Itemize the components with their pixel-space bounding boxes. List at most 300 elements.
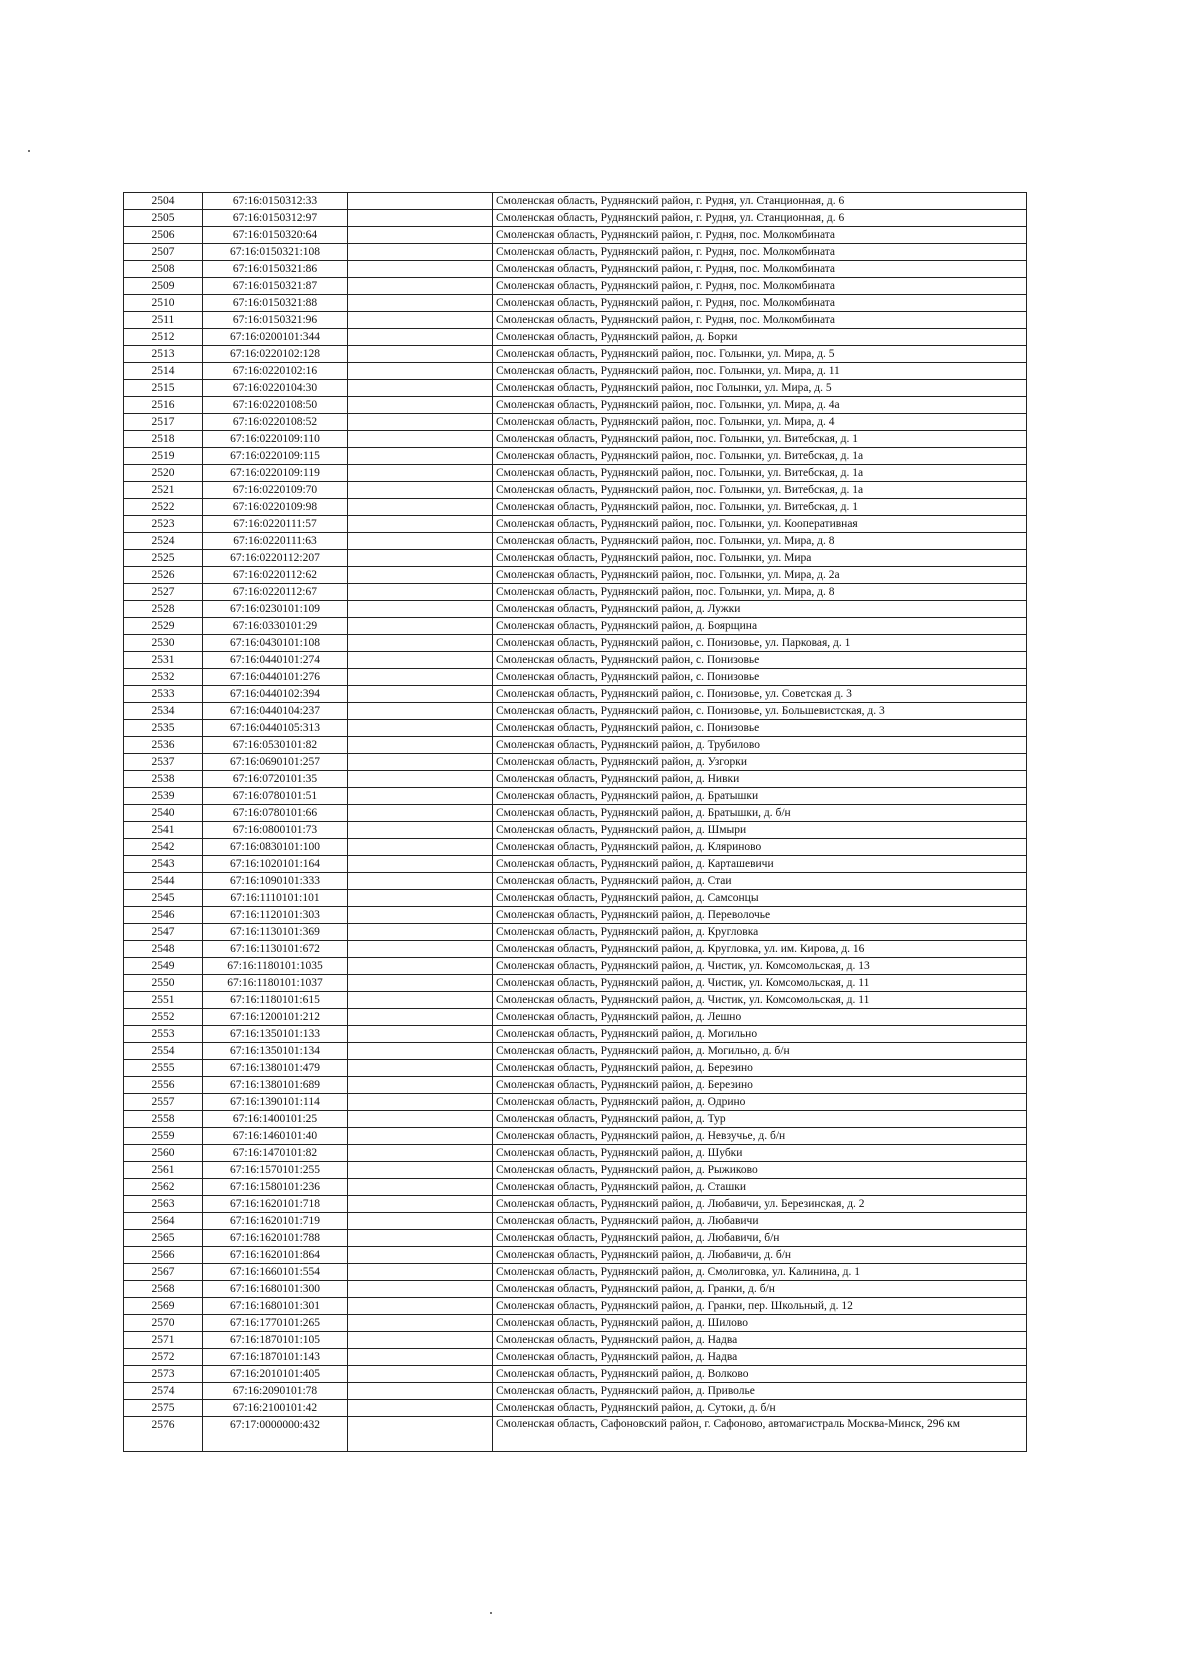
cadastral-number: 67:16:2100101:42 [203, 1400, 348, 1417]
address-cell: Смоленская область, Руднянский район, д. Братышки [493, 788, 1027, 805]
table-row [124, 1145, 1027, 1162]
cadastral-number: 67:16:1870101:105 [203, 1332, 348, 1349]
table-row [124, 1162, 1027, 1179]
row-number: 2521 [124, 482, 203, 499]
row-number: 2525 [124, 550, 203, 567]
address-cell: Смоленская область, Руднянский район, д. Кляриново [493, 839, 1027, 856]
empty-cell [348, 839, 493, 856]
cadastral-number: 67:16:0220109:98 [203, 499, 348, 516]
address-cell: Смоленская область, Руднянский район, д. Рыжиково [493, 1162, 1027, 1179]
table-row [124, 1417, 1027, 1452]
cadastral-number: 67:16:0220109:110 [203, 431, 348, 448]
table-row [124, 414, 1027, 431]
row-number: 2554 [124, 1043, 203, 1060]
row-number: 2535 [124, 720, 203, 737]
empty-cell [348, 958, 493, 975]
cadastral-number: 67:16:1130101:672 [203, 941, 348, 958]
empty-cell [348, 924, 493, 941]
address-cell: Смоленская область, Руднянский район, д. Тур [493, 1111, 1027, 1128]
table-row [124, 363, 1027, 380]
row-number: 2548 [124, 941, 203, 958]
empty-cell [348, 244, 493, 261]
cadastral-number: 67:16:0440104:237 [203, 703, 348, 720]
cadastral-number: 67:16:1120101:303 [203, 907, 348, 924]
address-cell: Смоленская область, Руднянский район, д. Чистик, ул. Комсомольская, д. 13 [493, 958, 1027, 975]
row-number: 2550 [124, 975, 203, 992]
table-row [124, 669, 1027, 686]
cadastral-number: 67:16:0230101:109 [203, 601, 348, 618]
cadastral-number: 67:16:1770101:265 [203, 1315, 348, 1332]
cadastral-number: 67:16:0220111:57 [203, 516, 348, 533]
cadastral-number: 67:16:1020101:164 [203, 856, 348, 873]
address-cell: Смоленская область, Руднянский район, д. Любавичи, ул. Березинская, д. 2 [493, 1196, 1027, 1213]
row-number: 2528 [124, 601, 203, 618]
row-number: 2568 [124, 1281, 203, 1298]
table-row [124, 380, 1027, 397]
table-row [124, 601, 1027, 618]
cadastral-number: 67:16:1620101:788 [203, 1230, 348, 1247]
cadastral-number: 67:16:0220109:115 [203, 448, 348, 465]
row-number: 2520 [124, 465, 203, 482]
row-number: 2527 [124, 584, 203, 601]
cadastral-number: 67:16:0150312:97 [203, 210, 348, 227]
cadastral-number: 67:16:1110101:101 [203, 890, 348, 907]
row-number: 2507 [124, 244, 203, 261]
address-cell: Смоленская область, Руднянский район, д. Боярщина [493, 618, 1027, 635]
row-number: 2517 [124, 414, 203, 431]
address-cell: Смоленская область, Руднянский район, д. Братышки, д. б/н [493, 805, 1027, 822]
address-cell: Смоленская область, Руднянский район, д. Борки [493, 329, 1027, 346]
table-row [124, 482, 1027, 499]
address-cell: Смоленская область, Руднянский район, г. Рудня, пос. Молкомбината [493, 312, 1027, 329]
cadastral-number: 67:16:1620101:719 [203, 1213, 348, 1230]
address-cell: Смоленская область, Руднянский район, пос. Голынки, ул. Витебская, д. 1а [493, 448, 1027, 465]
cadastral-number: 67:16:0780101:66 [203, 805, 348, 822]
cadastral-number: 67:16:1570101:255 [203, 1162, 348, 1179]
table-row [124, 1349, 1027, 1366]
cadastral-number: 67:16:0440101:274 [203, 652, 348, 669]
empty-cell [348, 567, 493, 584]
cadastral-number: 67:16:0220108:50 [203, 397, 348, 414]
empty-cell [348, 703, 493, 720]
empty-cell [348, 312, 493, 329]
empty-cell [348, 516, 493, 533]
row-number: 2536 [124, 737, 203, 754]
cadastral-number: 67:16:0150312:33 [203, 193, 348, 210]
address-cell: Смоленская область, Руднянский район, с. Понизовье, ул. Большевистская, д. 3 [493, 703, 1027, 720]
table-row [124, 992, 1027, 1009]
empty-cell [348, 1366, 493, 1383]
row-number: 2549 [124, 958, 203, 975]
address-cell: Смоленская область, Руднянский район, д. Одрино [493, 1094, 1027, 1111]
empty-cell [348, 1162, 493, 1179]
row-number: 2508 [124, 261, 203, 278]
row-number: 2570 [124, 1315, 203, 1332]
address-cell: Смоленская область, Руднянский район, пос Голынки, ул. Мира, д. 5 [493, 380, 1027, 397]
address-cell: Смоленская область, Руднянский район, г. Рудня, ул. Станционная, д. 6 [493, 210, 1027, 227]
address-cell: Смоленская область, Руднянский район, д. Лешно [493, 1009, 1027, 1026]
table-row [124, 1077, 1027, 1094]
empty-cell [348, 1349, 493, 1366]
empty-cell [348, 380, 493, 397]
address-cell: Смоленская область, Сафоновский район, г. Сафоново, автомагистраль Москва-Минск, 296 км [493, 1417, 1027, 1452]
address-cell: Смоленская область, Руднянский район, д. Могильно [493, 1026, 1027, 1043]
address-cell: Смоленская область, Руднянский район, д. Любавичи, д. б/н [493, 1247, 1027, 1264]
table-row [124, 244, 1027, 261]
empty-cell [348, 261, 493, 278]
address-cell: Смоленская область, Руднянский район, д. Березино [493, 1060, 1027, 1077]
row-number: 2512 [124, 329, 203, 346]
address-cell: Смоленская область, Руднянский район, д. Любавичи [493, 1213, 1027, 1230]
empty-cell [348, 363, 493, 380]
empty-cell [348, 1332, 493, 1349]
table-row [124, 907, 1027, 924]
table-row [124, 210, 1027, 227]
table-row [124, 1094, 1027, 1111]
table-row [124, 1298, 1027, 1315]
address-cell: Смоленская область, Руднянский район, д. Гранки, пер. Школьный, д. 12 [493, 1298, 1027, 1315]
row-number: 2561 [124, 1162, 203, 1179]
empty-cell [348, 1043, 493, 1060]
table-row [124, 1315, 1027, 1332]
address-cell: Смоленская область, Руднянский район, с. Понизовье, ул. Советская д. 3 [493, 686, 1027, 703]
cadastral-number: 67:16:0440105:313 [203, 720, 348, 737]
empty-cell [348, 1128, 493, 1145]
address-cell: Смоленская область, Руднянский район, г. Рудня, пос. Молкомбината [493, 244, 1027, 261]
row-number: 2529 [124, 618, 203, 635]
cadastral-number: 67:16:0150321:86 [203, 261, 348, 278]
row-number: 2558 [124, 1111, 203, 1128]
row-number: 2564 [124, 1213, 203, 1230]
cadastral-number: 67:16:1870101:143 [203, 1349, 348, 1366]
empty-cell [348, 193, 493, 210]
cadastral-number: 67:16:1680101:300 [203, 1281, 348, 1298]
empty-cell [348, 1230, 493, 1247]
row-number: 2546 [124, 907, 203, 924]
table-row [124, 839, 1027, 856]
cadastral-number: 67:16:0220112:67 [203, 584, 348, 601]
address-cell: Смоленская область, Руднянский район, д. Шубки [493, 1145, 1027, 1162]
table-row [124, 261, 1027, 278]
address-cell: Смоленская область, Руднянский район, д. Могильно, д. б/н [493, 1043, 1027, 1060]
table-row [124, 1060, 1027, 1077]
empty-cell [348, 431, 493, 448]
address-cell: Смоленская область, Руднянский район, д. Надва [493, 1349, 1027, 1366]
empty-cell [348, 1111, 493, 1128]
table-row [124, 720, 1027, 737]
empty-cell [348, 873, 493, 890]
table-row [124, 771, 1027, 788]
row-number: 2509 [124, 278, 203, 295]
address-cell: Смоленская область, Руднянский район, д. Волково [493, 1366, 1027, 1383]
row-number: 2544 [124, 873, 203, 890]
empty-cell [348, 737, 493, 754]
table-row [124, 890, 1027, 907]
table-row [124, 397, 1027, 414]
address-cell: Смоленская область, Руднянский район, д. Чистик, ул. Комсомольская, д. 11 [493, 975, 1027, 992]
table-row [124, 1179, 1027, 1196]
table-row [124, 856, 1027, 873]
empty-cell [348, 1383, 493, 1400]
table-row [124, 754, 1027, 771]
table-row [124, 1196, 1027, 1213]
cadastral-number: 67:16:1350101:134 [203, 1043, 348, 1060]
empty-cell [348, 720, 493, 737]
empty-cell [348, 1060, 493, 1077]
row-number: 2556 [124, 1077, 203, 1094]
cadastral-number: 67:16:1130101:369 [203, 924, 348, 941]
cadastral-number: 67:16:0220111:63 [203, 533, 348, 550]
empty-cell [348, 210, 493, 227]
address-cell: Смоленская область, Руднянский район, пос. Голынки, ул. Кооперативная [493, 516, 1027, 533]
table-row [124, 295, 1027, 312]
address-cell: Смоленская область, Руднянский район, д. Невзучье, д. б/н [493, 1128, 1027, 1145]
address-cell: Смоленская область, Руднянский район, д. Смолиговка, ул. Калинина, д. 1 [493, 1264, 1027, 1281]
cadastral-number: 67:16:0440101:276 [203, 669, 348, 686]
address-cell: Смоленская область, Руднянский район, пос. Голынки, ул. Мира, д. 4а [493, 397, 1027, 414]
empty-cell [348, 1400, 493, 1417]
empty-cell [348, 227, 493, 244]
empty-cell [348, 890, 493, 907]
row-number: 2566 [124, 1247, 203, 1264]
table-row [124, 1383, 1027, 1400]
address-cell: Смоленская область, Руднянский район, д. Сутоки, д. б/н [493, 1400, 1027, 1417]
address-cell: Смоленская область, Руднянский район, г. Рудня, пос. Молкомбината [493, 295, 1027, 312]
empty-cell [348, 550, 493, 567]
table-row [124, 1111, 1027, 1128]
address-cell: Смоленская область, Руднянский район, пос. Голынки, ул. Витебская, д. 1 [493, 499, 1027, 516]
row-number: 2543 [124, 856, 203, 873]
table-row [124, 499, 1027, 516]
row-number: 2539 [124, 788, 203, 805]
address-cell: Смоленская область, Руднянский район, с. Понизовье [493, 720, 1027, 737]
table-row [124, 567, 1027, 584]
address-cell: Смоленская область, Руднянский район, д. Узгорки [493, 754, 1027, 771]
cadastral-number: 67:16:0720101:35 [203, 771, 348, 788]
empty-cell [348, 1077, 493, 1094]
table-row [124, 1213, 1027, 1230]
row-number: 2537 [124, 754, 203, 771]
row-number: 2552 [124, 1009, 203, 1026]
table-row [124, 584, 1027, 601]
empty-cell [348, 295, 493, 312]
address-cell: Смоленская область, Руднянский район, д. Переволочье [493, 907, 1027, 924]
row-number: 2530 [124, 635, 203, 652]
cadastral-number: 67:16:1180101:615 [203, 992, 348, 1009]
address-cell: Смоленская область, Руднянский район, с. Понизовье, ул. Парковая, д. 1 [493, 635, 1027, 652]
address-cell: Смоленская область, Руднянский район, д. Сташки [493, 1179, 1027, 1196]
address-cell: Смоленская область, Руднянский район, г. Рудня, пос. Молкомбината [493, 278, 1027, 295]
table-row [124, 448, 1027, 465]
row-number: 2547 [124, 924, 203, 941]
address-cell: Смоленская область, Руднянский район, пос. Голынки, ул. Витебская, д. 1а [493, 465, 1027, 482]
table-row [124, 1264, 1027, 1281]
table-row [124, 1043, 1027, 1060]
row-number: 2567 [124, 1264, 203, 1281]
address-cell: Смоленская область, Руднянский район, д. Надва [493, 1332, 1027, 1349]
row-number: 2572 [124, 1349, 203, 1366]
cadastral-number: 67:16:0830101:100 [203, 839, 348, 856]
row-number: 2576 [124, 1417, 203, 1452]
table-row [124, 533, 1027, 550]
table-row [124, 1366, 1027, 1383]
cadastral-number: 67:16:1460101:40 [203, 1128, 348, 1145]
address-cell: Смоленская область, Руднянский район, пос. Голынки, ул. Мира, д. 8 [493, 533, 1027, 550]
empty-cell [348, 533, 493, 550]
address-cell: Смоленская область, Руднянский район, с. Понизовье [493, 669, 1027, 686]
table-row [124, 686, 1027, 703]
empty-cell [348, 1247, 493, 1264]
table-row [124, 635, 1027, 652]
empty-cell [348, 414, 493, 431]
cadastral-number: 67:17:0000000:432 [203, 1417, 348, 1452]
row-number: 2541 [124, 822, 203, 839]
cadastral-number: 67:16:0440102:394 [203, 686, 348, 703]
cadastral-number: 67:16:0150321:88 [203, 295, 348, 312]
empty-cell [348, 1009, 493, 1026]
scan-speck [490, 1612, 492, 1614]
cadastral-number: 67:16:0530101:82 [203, 737, 348, 754]
table-row [124, 1247, 1027, 1264]
cadastral-number: 67:16:2090101:78 [203, 1383, 348, 1400]
table-row [124, 788, 1027, 805]
cadastral-number: 67:16:1380101:689 [203, 1077, 348, 1094]
row-number: 2540 [124, 805, 203, 822]
table-row [124, 958, 1027, 975]
address-cell: Смоленская область, Руднянский район, д. Шмыри [493, 822, 1027, 839]
row-number: 2523 [124, 516, 203, 533]
empty-cell [348, 448, 493, 465]
empty-cell [348, 482, 493, 499]
table-row [124, 924, 1027, 941]
empty-cell [348, 635, 493, 652]
table-row [124, 873, 1027, 890]
table-row [124, 227, 1027, 244]
registry-table-body [124, 193, 1027, 1452]
address-cell: Смоленская область, Руднянский район, д. Гранки, д. б/н [493, 1281, 1027, 1298]
table-row [124, 278, 1027, 295]
cadastral-number: 67:16:0150320:64 [203, 227, 348, 244]
empty-cell [348, 788, 493, 805]
empty-cell [348, 771, 493, 788]
address-cell: Смоленская область, Руднянский район, г. Рудня, пос. Молкомбината [493, 261, 1027, 278]
address-cell: Смоленская область, Руднянский район, д. Лужки [493, 601, 1027, 618]
empty-cell [348, 278, 493, 295]
row-number: 2551 [124, 992, 203, 1009]
cadastral-number: 67:16:1390101:114 [203, 1094, 348, 1111]
empty-cell [348, 992, 493, 1009]
row-number: 2519 [124, 448, 203, 465]
table-row [124, 618, 1027, 635]
cadastral-number: 67:16:1620101:864 [203, 1247, 348, 1264]
table-row [124, 975, 1027, 992]
registry-table [123, 192, 1027, 1452]
address-cell: Смоленская область, Руднянский район, д. Шилово [493, 1315, 1027, 1332]
empty-cell [348, 1417, 493, 1452]
empty-cell [348, 1264, 493, 1281]
row-number: 2518 [124, 431, 203, 448]
address-cell: Смоленская область, Руднянский район, пос. Голынки, ул. Мира, д. 11 [493, 363, 1027, 380]
row-number: 2573 [124, 1366, 203, 1383]
address-cell: Смоленская область, Руднянский район, пос. Голынки, ул. Витебская, д. 1а [493, 482, 1027, 499]
row-number: 2542 [124, 839, 203, 856]
row-number: 2515 [124, 380, 203, 397]
cadastral-number: 67:16:0150321:108 [203, 244, 348, 261]
cadastral-number: 67:16:1180101:1037 [203, 975, 348, 992]
empty-cell [348, 975, 493, 992]
address-cell: Смоленская область, Руднянский район, д. Стаи [493, 873, 1027, 890]
row-number: 2532 [124, 669, 203, 686]
scan-speck [28, 150, 30, 152]
empty-cell [348, 465, 493, 482]
row-number: 2553 [124, 1026, 203, 1043]
row-number: 2513 [124, 346, 203, 363]
table-row [124, 346, 1027, 363]
empty-cell [348, 584, 493, 601]
address-cell: Смоленская область, Руднянский район, д. Чистик, ул. Комсомольская, д. 11 [493, 992, 1027, 1009]
cadastral-number: 67:16:0220104:30 [203, 380, 348, 397]
empty-cell [348, 907, 493, 924]
cadastral-number: 67:16:0150321:87 [203, 278, 348, 295]
row-number: 2534 [124, 703, 203, 720]
empty-cell [348, 669, 493, 686]
row-number: 2562 [124, 1179, 203, 1196]
row-number: 2560 [124, 1145, 203, 1162]
table-row [124, 516, 1027, 533]
row-number: 2555 [124, 1060, 203, 1077]
table-row [124, 312, 1027, 329]
row-number: 2571 [124, 1332, 203, 1349]
address-cell: Смоленская область, Руднянский район, пос. Голынки, ул. Витебская, д. 1 [493, 431, 1027, 448]
table-row [124, 822, 1027, 839]
cadastral-number: 67:16:1350101:133 [203, 1026, 348, 1043]
cadastral-number: 67:16:1200101:212 [203, 1009, 348, 1026]
cadastral-number: 67:16:1470101:82 [203, 1145, 348, 1162]
empty-cell [348, 1213, 493, 1230]
address-cell: Смоленская область, Руднянский район, д. Любавичи, б/н [493, 1230, 1027, 1247]
row-number: 2526 [124, 567, 203, 584]
address-cell: Смоленская область, Руднянский район, пос. Голынки, ул. Мира [493, 550, 1027, 567]
empty-cell [348, 329, 493, 346]
cadastral-number: 67:16:0220109:119 [203, 465, 348, 482]
row-number: 2511 [124, 312, 203, 329]
table-row [124, 1281, 1027, 1298]
empty-cell [348, 1298, 493, 1315]
row-number: 2574 [124, 1383, 203, 1400]
cadastral-number: 67:16:1090101:333 [203, 873, 348, 890]
address-cell: Смоленская область, Руднянский район, с. Понизовье [493, 652, 1027, 669]
empty-cell [348, 397, 493, 414]
cadastral-number: 67:16:0330101:29 [203, 618, 348, 635]
table-row [124, 805, 1027, 822]
row-number: 2524 [124, 533, 203, 550]
row-number: 2538 [124, 771, 203, 788]
cadastral-number: 67:16:1380101:479 [203, 1060, 348, 1077]
row-number: 2545 [124, 890, 203, 907]
row-number: 2506 [124, 227, 203, 244]
row-number: 2510 [124, 295, 203, 312]
address-cell: Смоленская область, Руднянский район, пос. Голынки, ул. Мира, д. 4 [493, 414, 1027, 431]
row-number: 2504 [124, 193, 203, 210]
empty-cell [348, 652, 493, 669]
table-row [124, 1400, 1027, 1417]
table-row [124, 1009, 1027, 1026]
cadastral-number: 67:16:0690101:257 [203, 754, 348, 771]
table-row [124, 737, 1027, 754]
address-cell: Смоленская область, Руднянский район, д. Самсонцы [493, 890, 1027, 907]
row-number: 2533 [124, 686, 203, 703]
empty-cell [348, 1145, 493, 1162]
